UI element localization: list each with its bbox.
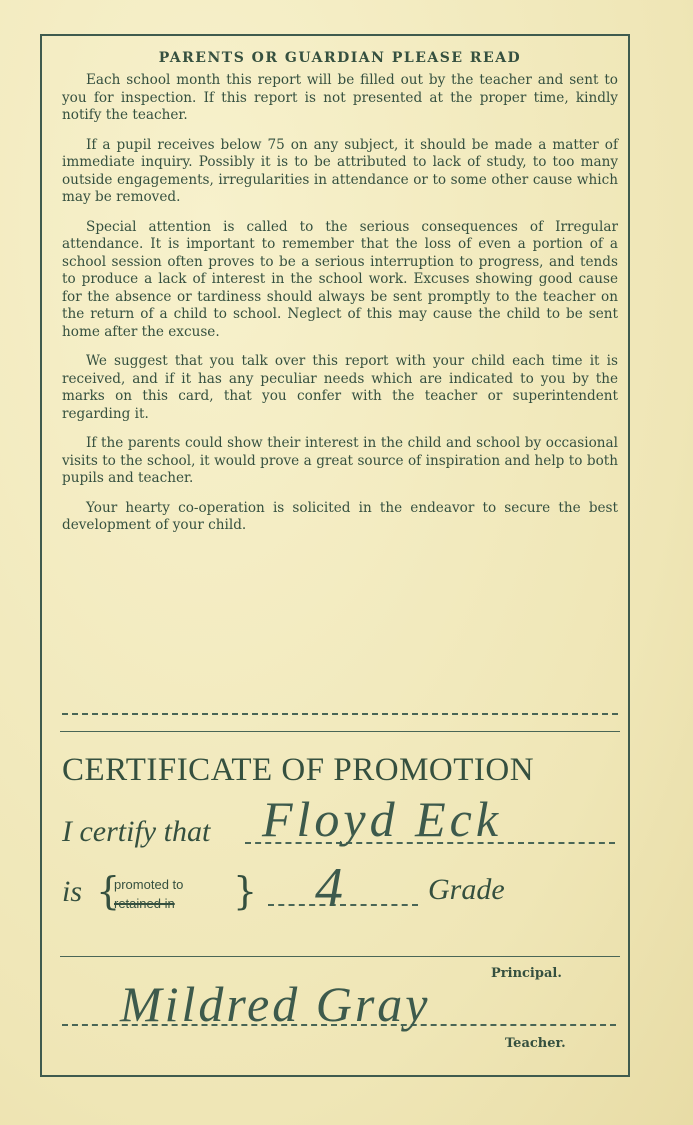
separator-solid (60, 731, 620, 732)
principal-label: Principal. (491, 966, 562, 981)
student-name-handwritten: Floyd Eck (262, 791, 503, 847)
option-promoted: promoted to (114, 877, 184, 892)
notice-paragraph: If a pupil receives below 75 on any subject, it should be made a matter of immediate inquiry. Possibly it is to be attributed to lack of study, to too many outside engagements, irregularities in attendance or to some other cause which may be removed. (62, 136, 618, 205)
certify-label: I certify that (62, 815, 211, 848)
right-brace: } (233, 869, 258, 913)
grade-line (268, 904, 418, 906)
parents-notice (62, 50, 618, 547)
notice-paragraph: Special attention is called to the serious consequences of Irregular attendance. It is important to remember that the loss of even a portion of a school session often proves to be a serious interruption to progress, and tends to produce a lack of interest in the school work. Excuses showing good cause for the absence or tardiness should always be sent promptly to the teacher on the return of a child to school. Neglect of this may cause the child to be sent home after the excuse. (62, 218, 618, 340)
left-brace: { (96, 869, 121, 913)
certificate-title: CERTIFICATE OF PROMOTION (62, 752, 535, 788)
notice-paragraph: If the parents could show their interest in the child and school by occasional visits to the school, it would prove a great source of inspiration and help to both pupils and teacher. (62, 435, 618, 486)
grade-handwritten: 4 (315, 857, 343, 919)
teacher-label: Teacher. (505, 1036, 566, 1051)
notice-paragraph: Each school month this report will be filled out by the teacher and sent to you for inspection. If this report is not presented at the proper time, kindly notify the teacher. (62, 72, 618, 123)
notice-heading: PARENTS OR GUARDIAN PLEASE READ (158, 50, 522, 66)
separator-dashed (62, 713, 618, 715)
notice-paragraph: We suggest that you talk over this report with your child each time it is received, and if it has any peculiar needs which are indicated to you by the marks on this card, that you confer with the teacher or superintendent regarding it. (62, 353, 618, 422)
option-retained-struck: retained in (114, 896, 175, 911)
teacher-signature-handwritten: Mildred Gray (120, 976, 431, 1032)
notice-paragraph: Your hearty co-operation is solicited in the endeavor to secure the best development of your child. (62, 499, 618, 533)
is-label: is (62, 875, 83, 908)
grade-label: Grade (428, 873, 505, 906)
principal-signature-line (60, 956, 620, 957)
